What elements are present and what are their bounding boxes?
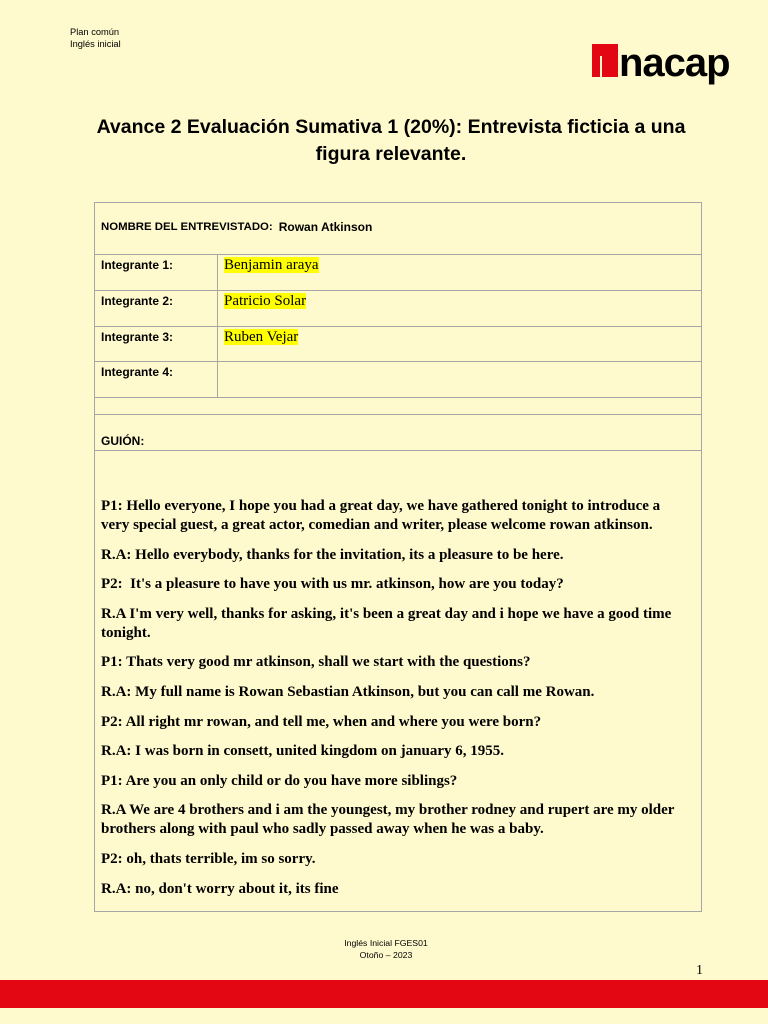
member-name-cell xyxy=(218,327,701,361)
script-line: R.A: My full name is Rowan Sebastian Atkinson, but you can call me Rowan. xyxy=(101,683,595,700)
member-row xyxy=(95,291,701,327)
interviewee-name: Rowan Atkinson xyxy=(278,220,373,234)
script-line: R.A: no, don't worry about it, its fine xyxy=(101,880,339,897)
script-label-row xyxy=(95,415,701,451)
member-label: Integrante 2: xyxy=(95,291,218,326)
member-row xyxy=(95,255,701,291)
member-label: Integrante 4: xyxy=(95,362,218,397)
script-line: R.A I'm very well, thanks for asking, it's been a great day and i hope we have a good time tonight. xyxy=(101,605,676,641)
script-line: R.A We are 4 brothers and i am the youngest, my brother rodney and rupert are my older brothers along with paul who sadly passed away when he was a baby. xyxy=(101,802,678,838)
script-line: P1: Are you an only child or do you have more siblings? xyxy=(101,772,458,789)
empty-spacer-row xyxy=(95,398,701,415)
member-label: Integrante 3: xyxy=(95,327,218,361)
footer-term: Otoño – 2023 xyxy=(359,950,413,960)
script-line: P2: It's a pleasure to have you with us mr. atkinson, how are you today? xyxy=(101,576,564,593)
script-line: P1: Hello everyone, I hope you had a great day, we have gathered tonight to introduce a very special guest, a great actor, comedian and writer, please welcome rowan atkinson. xyxy=(101,498,664,533)
member-name: Ruben Vejar xyxy=(224,329,299,345)
interviewee-label: NOMBRE DEL ENTREVISTADO: xyxy=(101,221,273,233)
script-label: GUIÓN: xyxy=(101,434,145,448)
member-name: Patricio Solar xyxy=(224,293,307,309)
script-body xyxy=(95,451,701,911)
interview-form-table xyxy=(94,202,702,912)
footer-course: Inglés Inicial FGES01 xyxy=(344,938,428,948)
script-line: R.A: Hello everybody, thanks for the invitation, its a pleasure to be here. xyxy=(101,546,564,563)
page-number: 1 xyxy=(696,963,703,978)
member-name: Benjamin araya xyxy=(224,257,319,273)
script-line: P2: oh, thats terrible, im so sorry. xyxy=(101,850,316,867)
member-row xyxy=(95,362,701,398)
page-title: Avance 2 Evaluación Sumativa 1 (20%): Entrevista ficticia a una figura relevante. xyxy=(96,116,686,165)
script-line: P1: Thats very good mr atkinson, shall we start with the questions? xyxy=(101,654,531,671)
page-footer xyxy=(6,937,766,961)
member-label: Integrante 1: xyxy=(95,255,218,290)
member-name-cell xyxy=(218,291,701,326)
member-name-cell xyxy=(218,362,701,397)
inacap-logo-mark-icon xyxy=(592,44,618,77)
interviewee-row xyxy=(95,203,701,255)
course-header xyxy=(70,26,121,50)
course-plan-label: Plan común xyxy=(70,27,120,37)
logo-wordmark: nacap xyxy=(619,41,730,85)
script-line: R.A: I was born in consett, united kingdom on january 6, 1955. xyxy=(101,743,504,760)
script-line: P2: All right mr rowan, and tell me, when and where you were born? xyxy=(101,713,542,730)
footer-red-band xyxy=(0,980,768,1008)
member-name-cell xyxy=(218,255,701,290)
course-name-label: Inglés inicial xyxy=(70,39,121,49)
logo-mark-slit xyxy=(600,56,602,77)
member-row xyxy=(95,327,701,362)
inacap-logo xyxy=(591,43,731,85)
